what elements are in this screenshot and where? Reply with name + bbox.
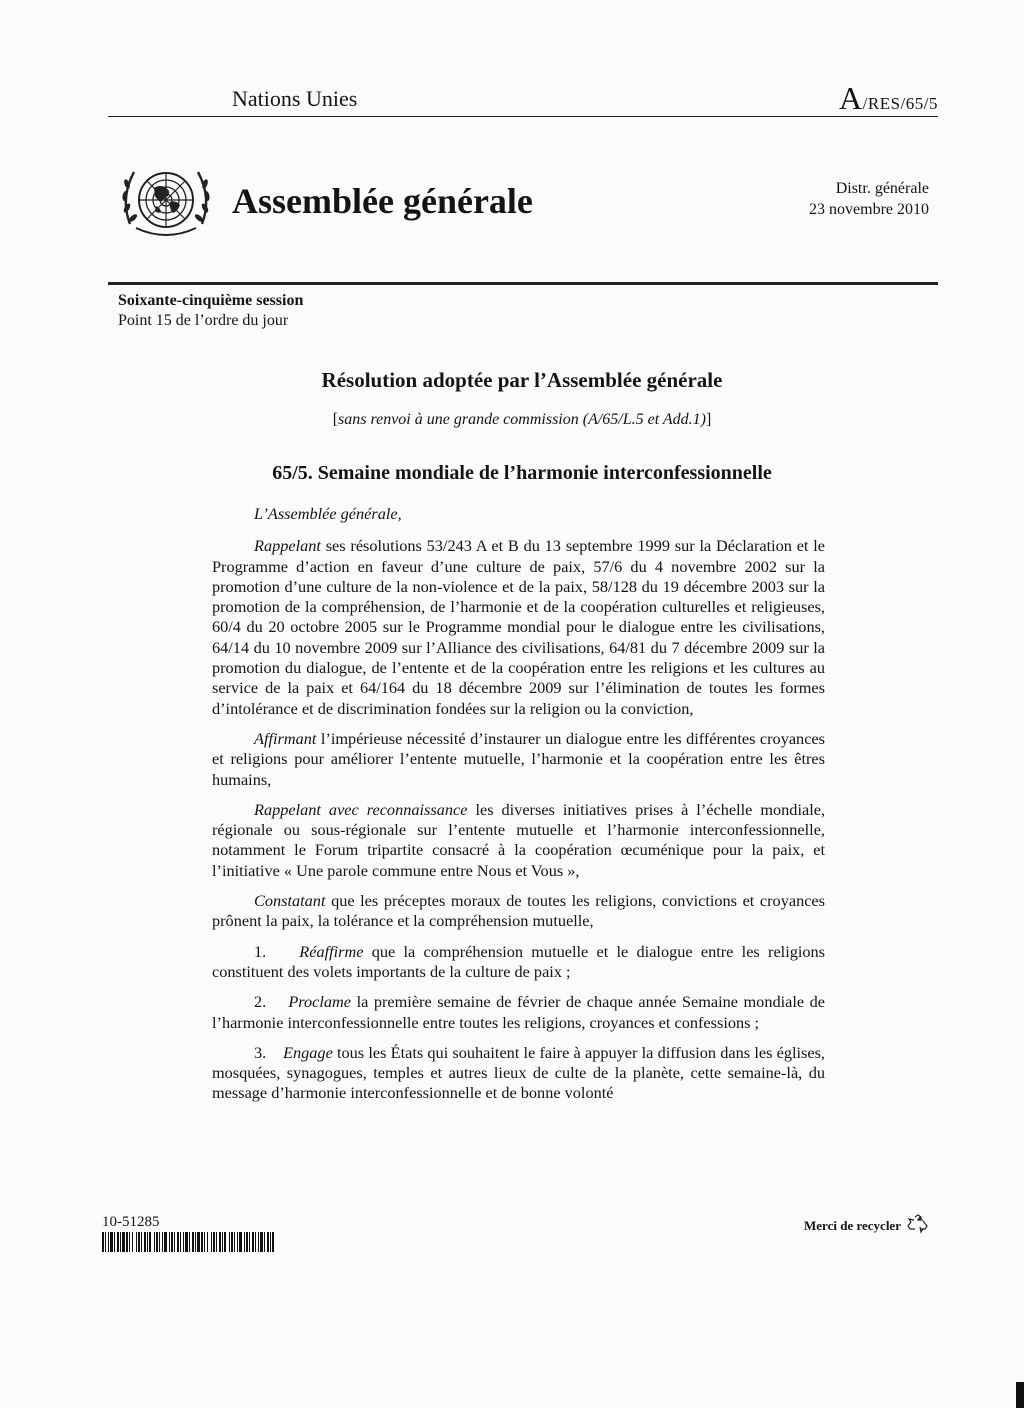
barcode-bar	[246, 1232, 248, 1252]
barcode-bar	[224, 1232, 226, 1252]
barcode-bar	[180, 1232, 181, 1252]
barcode-bar	[144, 1232, 146, 1252]
distribution-block	[809, 178, 929, 220]
paragraph-lead-in: Réaffirme	[299, 941, 364, 961]
barcode-bar	[189, 1232, 190, 1252]
un-emblem-icon	[118, 158, 214, 248]
operative-paragraph	[212, 942, 825, 983]
recycle-text: Merci de recycler	[804, 1218, 901, 1233]
note-bracket-close: ]	[705, 411, 712, 428]
paragraph-lead-in: Affirmant	[254, 728, 317, 748]
scan-edge-mark	[1016, 1382, 1024, 1408]
recycle-icon	[907, 1214, 929, 1234]
paragraph-number: 1.	[254, 941, 267, 961]
barcode-bar	[136, 1232, 137, 1252]
paragraph-text: que la compréhension mutuelle et le dialogue entre les religions constituent des volets importants de la culture de paix ;	[212, 941, 825, 981]
barcode-bar	[141, 1232, 142, 1252]
barcode-bar	[255, 1232, 256, 1252]
symbol-rest: /RES/65/5	[862, 94, 938, 113]
barcode-bar	[169, 1232, 170, 1252]
barcode-icon	[102, 1232, 274, 1252]
barcode-bar	[159, 1232, 160, 1252]
barcode-bar	[102, 1232, 104, 1252]
barcode-bar	[138, 1232, 140, 1252]
paragraph	[212, 536, 825, 719]
resolution-heading: 65/5. Semaine mondiale de l’harmonie interconfessionnelle	[272, 462, 772, 484]
barcode-bar	[267, 1232, 269, 1252]
session-name: Soixante-cinquième session	[118, 292, 304, 309]
barcode-bar	[239, 1232, 242, 1252]
paragraph-text: la première semaine de février de chaque année Semaine mondiale de l’harmonie interconfessionnelle entre toutes les religions, croyances et confessions ;	[212, 992, 825, 1032]
masthead-rule	[108, 282, 938, 285]
paragraph-text: les diverses initiatives prises à l’échelle mondiale, régionale ou sous-régionale sur l’entente mutuelle et l’harmonie interconfessionnelle, notamment le Forum tripartite consacré à la coopération œcuménique pour la paix, et l’initiative « Une parole commune entre Nous et Vous »,	[212, 799, 826, 880]
barcode-bar	[270, 1232, 271, 1252]
resolution-body	[212, 504, 825, 1114]
barcode-bar	[222, 1232, 223, 1252]
paragraph-lead-in: Proclame	[288, 992, 352, 1012]
note-bracket-open: [	[332, 411, 339, 428]
document-symbol	[839, 80, 938, 117]
barcode-bar	[110, 1232, 113, 1252]
barcode-bar	[197, 1232, 200, 1252]
document-date: 23 novembre 2010	[809, 201, 929, 218]
org-name: Nations Unies	[232, 86, 358, 111]
barcode-bar	[177, 1232, 179, 1252]
barcode-bar	[207, 1232, 208, 1252]
barcode-bar	[249, 1232, 250, 1252]
barcode-bar	[156, 1232, 158, 1252]
paragraph-number: 3.	[254, 1042, 267, 1062]
paragraph-number: 2.	[254, 992, 267, 1012]
paragraph	[212, 891, 825, 932]
paragraph-text: tous les États qui souhaitent le faire à appuyer la diffusion dans les églises, mosquées, synagogues, temples et autres lieux de culte de la planète, cette semaine-là, du message d’harmonie interconfessionnelle et de bonne volonté	[212, 1042, 825, 1103]
barcode-bar	[171, 1232, 173, 1252]
note-text: sans renvoi à une grande commission (A/65/L.5 et Add.1)	[338, 411, 706, 428]
barcode-bar	[122, 1232, 125, 1252]
header-rule	[108, 116, 938, 117]
paragraph-text: ses résolutions 53/243 A et B du 13 septembre 1999 sur la Déclaration et le Programme d’action en faveur d’une culture de paix, 57/6 du 4 novembre 2002 sur la promotion d’une culture de la non-violence et de la paix, 58/128 du 19 décembre 2003 sur la promotion de la compréhension, de l’harmonie et de la coopération culturelles et religieuses, 60/4 du 20 octobre 2005 sur le Programme mondial pour le dialogue entre les civilisations, 64/14 du 10 novembre 2009 sur l’Alliance des civilisations, 64/81 du 7 décembre 2009 sur la promotion du dialogue, de l’entente et de la coopération entre les religions et les cultures au service de la paix et 64/164 du 18 décembre 2009 sur l’élimination de toutes les formes d’intolérance et de discrimination fondées sur la religion ou la conviction,	[212, 536, 825, 718]
preamble-lead: L’Assemblée générale,	[254, 504, 402, 523]
barcode-bar	[164, 1232, 167, 1252]
paragraph-lead-in: Rappelant avec reconnaissance	[254, 799, 468, 819]
paragraph	[212, 729, 825, 790]
barcode-bar	[126, 1232, 128, 1252]
barcode-bar	[195, 1232, 196, 1252]
operative-paragraph	[212, 992, 825, 1033]
barcode-bar	[201, 1232, 203, 1252]
paragraph-lead-in: Engage	[283, 1042, 333, 1062]
document-number: 10-51285	[102, 1214, 160, 1230]
barcode-bar	[108, 1232, 109, 1252]
paragraph-text: l’impérieuse nécessité d’instaurer un dialogue entre les différentes croyances et religions pour améliorer l’entente mutuelle, l’harmonie et la coopération entre les êtres humains,	[212, 728, 825, 789]
barcode-bar	[234, 1232, 235, 1252]
barcode-bar	[229, 1232, 230, 1252]
barcode-bar	[237, 1232, 238, 1252]
barcode-bar	[154, 1232, 155, 1252]
paragraph-lead-in: Constatant	[254, 891, 326, 911]
barcode-bar	[185, 1232, 188, 1252]
recycle-note	[804, 1214, 929, 1234]
resolution-title: Résolution adoptée par l’Assemblée générale	[321, 368, 723, 392]
barcode-bar	[162, 1232, 163, 1252]
barcode-bar	[216, 1232, 217, 1252]
barcode-bar	[114, 1232, 115, 1252]
paragraph-text: que les préceptes moraux de toutes les religions, convictions et croyances prônent la paix, la tolérance et la compréhension mutuelle,	[212, 891, 825, 931]
paragraph-lead-in: Rappelant	[254, 536, 321, 556]
barcode-bar	[117, 1232, 119, 1252]
barcode-bar	[192, 1232, 194, 1252]
symbol-prefix: A	[839, 80, 863, 116]
barcode-bar	[244, 1232, 245, 1252]
barcode-bar	[264, 1232, 265, 1252]
barcode-bar	[174, 1232, 175, 1252]
barcode-bar	[132, 1232, 133, 1252]
barcode-bar	[183, 1232, 184, 1252]
body-title: Assemblée générale	[232, 181, 533, 221]
barcode-bar	[211, 1232, 212, 1252]
barcode-bar	[120, 1232, 121, 1252]
barcode-bar	[149, 1232, 151, 1252]
agenda-item: Point 15 de l’ordre du jour	[118, 312, 289, 329]
barcode-bar	[231, 1232, 233, 1252]
barcode-bar	[252, 1232, 254, 1252]
barcode-bar	[258, 1232, 259, 1252]
barcode-bar	[272, 1232, 274, 1252]
barcode-bar	[219, 1232, 221, 1252]
distribution-label: Distr. générale	[835, 180, 929, 197]
operative-paragraph	[212, 1043, 825, 1104]
resolution-note	[0, 411, 1024, 429]
paragraph	[212, 800, 825, 881]
barcode-bar	[147, 1232, 148, 1252]
barcode-bar	[260, 1232, 263, 1252]
barcode-bar	[213, 1232, 215, 1252]
barcode-bar	[129, 1232, 130, 1252]
barcode-bar	[204, 1232, 205, 1252]
barcode-bar	[105, 1232, 106, 1252]
